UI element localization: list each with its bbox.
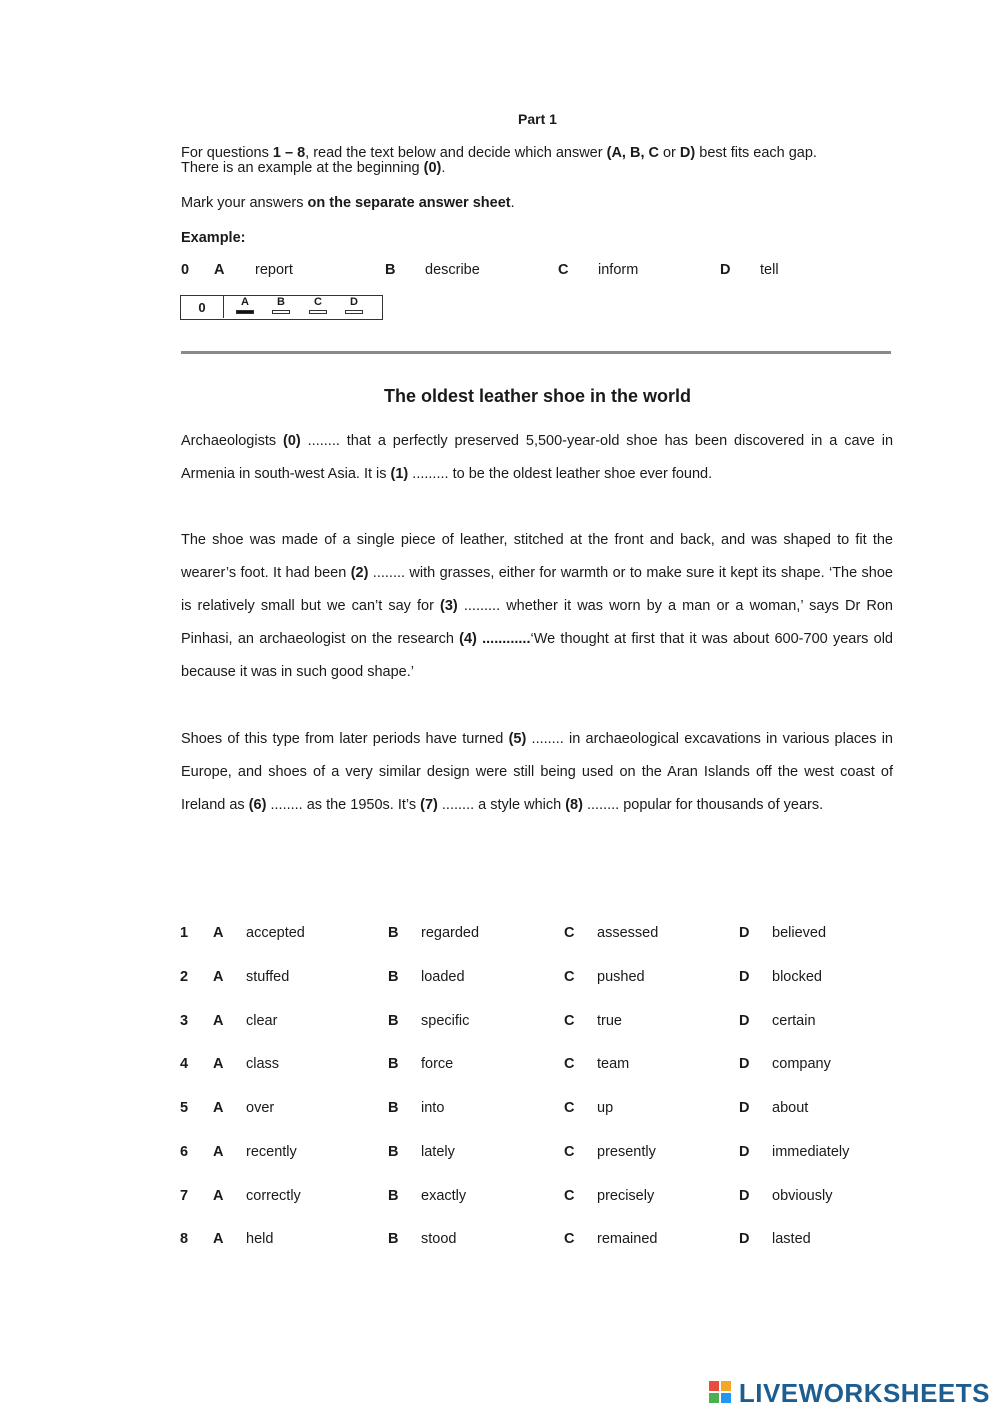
question-row (0, 969, 1000, 989)
para-text: Shoes of this type from later periods have turned (181, 731, 509, 747)
liveworksheets-logo[interactable] (739, 1378, 990, 1409)
instr-range: 1 – 8 (272, 145, 306, 161)
option-d[interactable]: about (772, 1100, 809, 1116)
question-row (0, 1056, 1000, 1076)
instr-text: . (441, 160, 446, 176)
gap-8[interactable]: (8) (565, 797, 583, 813)
option-b[interactable]: exactly (421, 1188, 467, 1204)
instr-text: . (510, 195, 515, 211)
gap-1[interactable]: (1) (390, 466, 409, 482)
option-a[interactable]: class (246, 1056, 280, 1072)
option-letter: D (739, 1144, 750, 1160)
instr-options: (A, B, C (606, 145, 659, 161)
option-letter: B (388, 1013, 399, 1029)
option-letter: C (564, 1144, 575, 1160)
question-row (0, 1013, 1000, 1033)
option-b[interactable]: specific (421, 1013, 470, 1029)
option-b[interactable]: into (421, 1100, 445, 1116)
option-letter: B (388, 1100, 399, 1116)
part-title: Part 1 (518, 111, 557, 127)
option-letter: B (388, 969, 399, 985)
question-number: 3 (180, 1013, 189, 1029)
option-d[interactable]: believed (772, 925, 827, 941)
option-letter: D (739, 925, 750, 941)
instr-text: , read the text below and decide which answer (305, 145, 607, 161)
option-b[interactable]: stood (421, 1231, 457, 1247)
option-letter: D (739, 1100, 750, 1116)
answer-option-a (235, 297, 255, 314)
option-d[interactable]: immediately (772, 1144, 850, 1160)
instr-text: For questions (181, 145, 273, 161)
option-a[interactable]: accepted (246, 925, 305, 941)
para-text: Archaeologists (181, 433, 284, 449)
question-row (0, 1188, 1000, 1208)
option-d[interactable]: company (772, 1056, 831, 1072)
para-text: ........ that a perfectly preserved 5,500-year-old shoe has been discovered in a cave in Armenia in south-west Asia. It is (181, 433, 894, 482)
option-letter: C (564, 925, 575, 941)
option-letter: A (213, 1231, 224, 1247)
instr-options: D) (679, 145, 696, 161)
answer-letter: A (241, 296, 249, 308)
question-row (0, 925, 1000, 945)
answer-mark-empty (345, 310, 363, 314)
option-c[interactable]: up (597, 1100, 614, 1116)
para-text: The shoe was made of a single piece of leather, stitched at the front and back, and was shaped to fit the wearer’s foot. It had been (181, 532, 893, 581)
answer-box-number: 0 (181, 296, 224, 318)
example-letter-d: D (720, 262, 731, 278)
example-option-d: tell (760, 262, 779, 278)
question-number: 5 (180, 1100, 189, 1116)
option-b[interactable]: lately (421, 1144, 455, 1160)
answer-option-c (308, 297, 328, 314)
option-letter: D (739, 1013, 750, 1029)
option-c[interactable]: presently (597, 1144, 656, 1160)
example-option-b: describe (425, 262, 480, 278)
option-letter: B (388, 1144, 399, 1160)
para-text: ‘We thought at first that it was about 600-700 years old because it was in such good shape.’ (181, 631, 893, 680)
option-b[interactable]: regarded (421, 925, 480, 941)
option-c[interactable]: pushed (597, 969, 645, 985)
instr-text: There is an example at the beginning (181, 160, 424, 176)
answer-mark-empty (272, 310, 290, 314)
question-number: 2 (180, 969, 189, 985)
instr-answer-sheet: on the separate answer sheet (307, 195, 511, 211)
option-letter: A (213, 1144, 224, 1160)
question-number: 7 (180, 1188, 189, 1204)
option-letter: B (388, 1231, 399, 1247)
answer-letter: C (314, 296, 322, 308)
story-title: The oldest leather shoe in the world (383, 386, 692, 406)
option-letter: B (388, 925, 399, 941)
option-b[interactable]: loaded (421, 969, 465, 985)
option-c[interactable]: team (597, 1056, 630, 1072)
option-letter: A (213, 969, 224, 985)
mark-instructions (181, 196, 901, 211)
option-letter: A (213, 925, 224, 941)
option-a[interactable]: stuffed (246, 969, 290, 985)
gap-4[interactable]: (4) ............ (459, 631, 531, 647)
option-letter: C (564, 969, 575, 985)
example-letter-a: A (214, 262, 225, 278)
option-c[interactable]: remained (597, 1231, 658, 1247)
option-a[interactable]: correctly (246, 1188, 301, 1204)
option-a[interactable]: over (246, 1100, 275, 1116)
example-option-a: report (255, 262, 293, 278)
option-letter: C (564, 1013, 575, 1029)
option-letter: C (564, 1188, 575, 1204)
liveworksheets-icon (709, 1381, 733, 1405)
option-letter: A (213, 1188, 224, 1204)
gap-3[interactable]: (3) (440, 598, 458, 614)
gap-5[interactable]: (5) (508, 731, 527, 747)
para-text: ........ with grasses, either for warmth or to make sure it kept its shape. ‘The shoe is relatively small but we can’t say for (181, 565, 893, 614)
paragraph-2 (181, 524, 893, 689)
para-text: ......... to be the oldest leather shoe ever found. (408, 466, 713, 482)
gap-0: (0) (283, 433, 301, 449)
option-letter: C (564, 1056, 575, 1072)
para-text: ......... whether it was worn by a man or a woman,’ says Dr Ron Pinhasi, an archaeologist on the research (181, 598, 893, 647)
option-letter: B (388, 1056, 399, 1072)
answer-option-d (344, 297, 364, 314)
para-text: ........ in archaeological excavations in various places in Europe, and shoes of a very similar design were still being used on the Aran Islands off the west coast of Ireland as (181, 731, 893, 813)
paragraph-3 (181, 723, 893, 822)
answer-mark-empty (309, 310, 327, 314)
example-letter-c: C (558, 262, 569, 278)
brand-text: LIVEWORKSHEETS (738, 1378, 990, 1408)
option-letter: D (739, 1188, 750, 1204)
example-option-c: inform (598, 262, 639, 278)
question-number: 4 (180, 1056, 189, 1072)
option-c[interactable]: assessed (597, 925, 659, 941)
example-letter-b: B (385, 262, 396, 278)
option-letter: D (739, 1056, 750, 1072)
section-divider (181, 351, 891, 354)
option-b[interactable]: force (421, 1056, 454, 1072)
question-row (0, 1144, 1000, 1164)
option-a[interactable]: clear (246, 1013, 278, 1029)
question-number: 6 (180, 1144, 189, 1160)
paragraph-1 (181, 425, 893, 491)
option-c[interactable]: precisely (597, 1188, 655, 1204)
para-text: ........ popular for thousands of years. (582, 797, 824, 813)
example-label: Example: (181, 230, 246, 246)
option-letter: D (739, 1231, 750, 1247)
option-c[interactable]: true (597, 1013, 622, 1029)
option-d[interactable]: blocked (772, 969, 822, 985)
option-d[interactable]: obviously (772, 1188, 833, 1204)
gap-6[interactable]: (6) (248, 797, 267, 813)
question-row (0, 1231, 1000, 1251)
instr-text: best fits each gap. (695, 145, 817, 161)
question-number: 8 (180, 1231, 189, 1247)
option-d[interactable]: certain (772, 1013, 816, 1029)
option-letter: A (213, 1100, 224, 1116)
answer-letter: B (277, 296, 285, 308)
instructions (181, 146, 901, 176)
gap-2[interactable]: (2) (350, 565, 369, 581)
instr-text: Mark your answers (181, 195, 308, 211)
answer-mark-filled (236, 310, 254, 314)
gap-7[interactable]: (7) (420, 797, 438, 813)
para-text: ........ a style which (437, 797, 566, 813)
answer-option-b (271, 297, 291, 314)
instr-text: or (658, 145, 680, 161)
option-a[interactable]: recently (246, 1144, 297, 1160)
question-number: 1 (180, 925, 189, 941)
option-letter: A (213, 1056, 224, 1072)
option-letter: B (388, 1188, 399, 1204)
option-a[interactable]: held (246, 1231, 274, 1247)
example-number: 0 (181, 262, 190, 278)
option-letter: A (213, 1013, 224, 1029)
instr-example-ref: (0) (423, 160, 442, 176)
option-letter: C (564, 1100, 575, 1116)
example-answer-box (180, 295, 383, 320)
answer-letter: D (350, 296, 358, 308)
option-letter: D (739, 969, 750, 985)
option-letter: C (564, 1231, 575, 1247)
para-text: ........ as the 1950s. It’s (266, 797, 421, 813)
option-d[interactable]: lasted (772, 1231, 811, 1247)
question-row (0, 1100, 1000, 1120)
